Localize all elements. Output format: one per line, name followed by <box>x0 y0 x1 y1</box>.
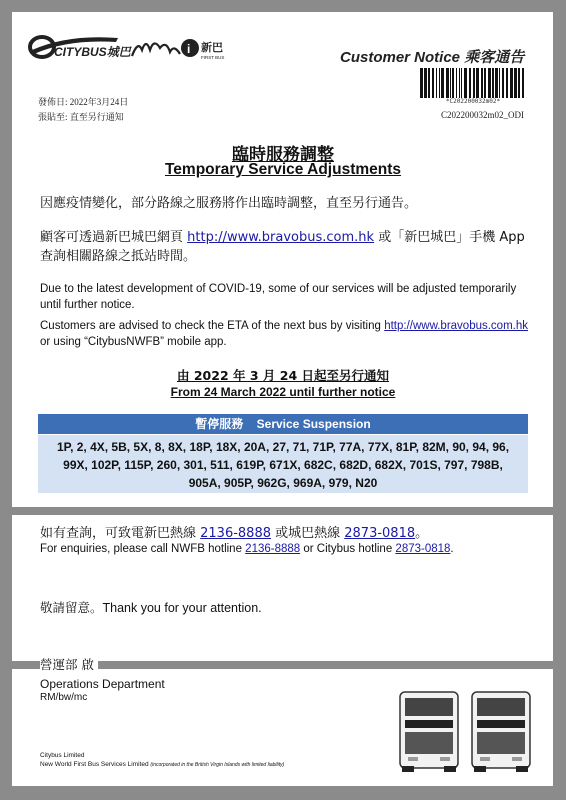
enquiry-english-text-a: For enquiries, please call NWFB hotline <box>40 543 246 555</box>
paragraph-english-2-text-a: Customers are advised to check the ETA of the next bus by visiting <box>40 320 385 332</box>
title-english: Temporary Service Adjustments <box>164 161 402 178</box>
paragraph-chinese-1: 因應疫情變化，部分路線之服務將作出臨時調整，直至另行通告。 <box>40 196 418 211</box>
svg-text:i: i <box>187 42 191 56</box>
frame-top <box>0 0 566 12</box>
barcode-bar <box>473 68 475 98</box>
reference-number: C202200032m02_ODI <box>441 110 524 120</box>
issue-date-label: 發佈日: <box>38 97 68 107</box>
enquiry-chinese <box>40 522 428 541</box>
barcode-bar <box>461 68 462 98</box>
thanks-chinese: 敬請留意。 <box>40 600 103 615</box>
enquiry-english <box>40 543 454 555</box>
barcode-bar <box>476 68 479 98</box>
barcode-bar <box>484 68 486 98</box>
enquiry-chinese-text-a: 如有查詢，可致電新巴熱線 <box>40 526 201 541</box>
barcode-bar <box>464 68 467 98</box>
department-english: Operations Department <box>40 677 165 691</box>
citybus-logo-icon <box>28 30 131 62</box>
barcode-bar <box>499 68 500 98</box>
nwfb-logo-text: 新巴 <box>201 41 223 54</box>
barcode-bar <box>488 68 491 98</box>
nwfb-logo-icon <box>130 34 228 62</box>
paragraph-english-2-text-b: or using “CitybusNWFB” mobile app. <box>40 336 227 348</box>
enquiry-chinese-text-b: 或城巴熱線 <box>271 526 345 541</box>
issue-date <box>38 95 128 108</box>
barcode-bar <box>518 68 520 98</box>
barcode-text: *C202200032m02* <box>445 98 501 105</box>
barcode-bar <box>459 68 460 98</box>
barcode-bar <box>441 68 444 98</box>
posting-duration-value: 直至另行通知 <box>69 112 124 122</box>
title-chinese: 臨時服務調整 <box>232 145 334 165</box>
suspension-header-chinese: 暫停服務 <box>195 417 244 431</box>
effective-date-chinese: 由 2022 年 3 月 24 日起至另行通知 <box>177 368 389 383</box>
notice-title: Customer Notice 乘客通告 <box>340 49 525 66</box>
suspension-header-english: Service Suspension <box>256 417 371 431</box>
enquiry-chinese-text-c: 。 <box>415 526 429 541</box>
barcode-icon <box>418 68 528 98</box>
barcode-bar <box>481 68 483 98</box>
suspended-routes-list: 1P, 2, 4X, 5B, 5X, 8, 8X, 18P, 18X, 20A, 27, 71, 71P, 77A, 77X, 81P, 82M, 90, 94, 96, 99X, 102P, 115P, 260, 301, 511, 619P, 671X, 682C, 682D, 682X, 701S, 797, 798B, 905A, 905P, 962G, 969A, 979, N20 <box>38 435 528 493</box>
suspension-header <box>38 414 528 434</box>
company-nwfb-incorporation: (incorporated in the British Virgin Islands with limited liability) <box>150 762 285 768</box>
barcode-bar <box>502 68 504 98</box>
paragraph-chinese-2 <box>40 228 528 266</box>
company-nwfb-name: New World First Bus Services Limited <box>40 761 149 768</box>
issue-date-value: 2022年3月24日 <box>69 97 129 107</box>
frame-left <box>0 0 12 800</box>
citybus-hotline-link-en[interactable]: 2873-0818 <box>395 543 451 555</box>
barcode-bar <box>450 68 451 98</box>
bravobus-link-zh[interactable]: http://www.bravobus.com.hk <box>187 230 375 245</box>
enquiry-english-text-b: or Citybus hotline <box>300 543 396 555</box>
paragraph-english-2 <box>40 318 528 350</box>
department-chinese: 營運部 啟 <box>40 655 98 673</box>
barcode-bar <box>424 68 427 98</box>
barcode-bar <box>428 68 430 98</box>
thanks-line <box>40 598 262 616</box>
barcode-bar <box>456 68 457 98</box>
nwfb-logo-sub: FIRST BUS <box>201 55 225 60</box>
effective-date-english: From 24 March 2022 until further notice <box>170 385 396 399</box>
signature-reference: RM/bw/mc <box>40 692 88 703</box>
barcode-bar <box>514 68 517 98</box>
barcode-bar <box>432 68 434 98</box>
double-decker-buses-icon <box>396 686 536 774</box>
enquiry-english-text-c: . <box>450 543 454 555</box>
paragraph-chinese-2-text-b: 或「新巴城巴」手機 App 查詢相關路線之抵站時間。 <box>40 230 525 264</box>
barcode-bar <box>436 68 437 98</box>
company-citybus: Citybus Limited <box>40 752 85 759</box>
barcode-bar <box>439 68 440 98</box>
frame-divider-1 <box>0 507 566 515</box>
bravobus-link-en[interactable]: http://www.bravobus.com.hk <box>384 320 528 332</box>
barcode-bar <box>452 68 454 98</box>
citybus-hotline-link-zh[interactable]: 2873-0818 <box>344 526 416 541</box>
paragraph-chinese-2-text-a: 顧客可透過新巴城巴網頁 <box>40 230 188 245</box>
posting-duration-label: 張貼至: <box>38 112 68 122</box>
barcode-bar <box>522 68 524 98</box>
nwfb-hotline-link-en[interactable]: 2136-8888 <box>245 543 301 555</box>
frame-right <box>553 0 566 800</box>
frame-bottom <box>0 786 566 800</box>
thanks-english: Thank you for your attention. <box>102 601 262 615</box>
barcode-bar <box>492 68 494 98</box>
barcode-bar <box>469 68 471 98</box>
barcode-bar <box>510 68 513 98</box>
barcode-bar <box>420 68 423 98</box>
svg-text:CITYBUS城巴: CITYBUS城巴 <box>54 45 131 59</box>
nwfb-hotline-link-zh[interactable]: 2136-8888 <box>200 526 271 541</box>
barcode-bar <box>446 68 449 98</box>
paragraph-english-1: Due to the latest development of COVID-19, some of our services will be adjusted temporarily until further notice. <box>40 283 517 311</box>
company-nwfb <box>40 761 284 768</box>
barcode-bar <box>495 68 498 98</box>
posting-duration <box>38 110 124 123</box>
barcode-bar <box>506 68 508 98</box>
